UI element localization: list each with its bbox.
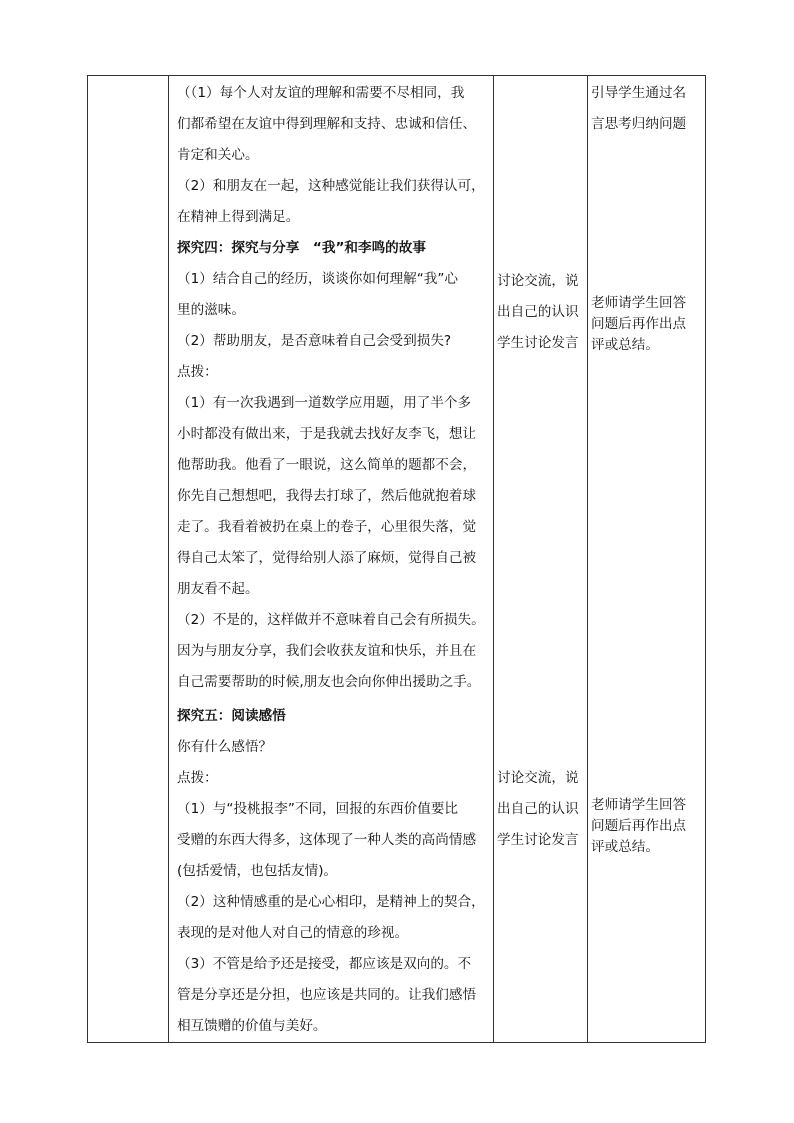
text-line: 相互馈赠的价值与美好。 — [177, 1018, 327, 1034]
text-line: 肯定和关心。 — [177, 147, 259, 163]
text-line: （1）与“投桃报李”不同，回报的东西价值要比 — [177, 801, 459, 817]
design-intent-text: 言思考归纳问题 — [591, 116, 687, 132]
text-line: 得自己太笨了，觉得给别人添了麻烦，觉得自己被 — [177, 550, 477, 566]
text-line: 你先自己想想吧，我得去打球了，然后他就抱着球 — [177, 488, 477, 504]
student-activity-text: 出自己的认识 — [497, 801, 579, 817]
student-activity-text: 学生讨论发言 — [497, 832, 579, 848]
text-line: 自己需要帮助的时候,朋友也会向你伸出援助之手。 — [177, 674, 481, 690]
text-line: 表现的是对他人对自己的情意的珍视。 — [177, 925, 409, 941]
design-intent-text: 评或总结。 — [591, 337, 659, 353]
text-line: 你有什么感悟？ — [177, 739, 273, 755]
text-line: 点拨： — [177, 364, 218, 380]
design-intent-text: 问题后再作出点 — [591, 316, 687, 332]
lesson-table — [87, 75, 706, 1043]
text-line: 因为与朋友分享，我们会收获友谊和快乐，并且在 — [177, 643, 477, 659]
text-line: 在精神上得到满足。 — [177, 209, 300, 225]
student-activity-text: 讨论交流，说 — [497, 273, 579, 289]
design-intent-text: 问题后再作出点 — [591, 818, 687, 834]
text-line: 受赠的东西大得多，这体现了一种人类的高尚情感 — [177, 832, 477, 848]
text-line: （2）不是的，这样做并不意味着自己会有所损失。 — [177, 612, 485, 628]
text-line: （1）结合自己的经历，谈谈你如何理解“我”心 — [177, 271, 459, 287]
text-line: 走了。我看着被扔在桌上的卷子，心里很失落，觉 — [177, 519, 477, 535]
text-line: （1）有一次我遇到一道数学应用题，用了半个多 — [177, 395, 472, 411]
column-divider — [493, 76, 494, 1042]
text-line: 朋友看不起。 — [177, 581, 259, 597]
student-activity-text: 讨论交流，说 — [497, 770, 579, 786]
text-line: 点拨： — [177, 770, 218, 786]
text-line: （3）不管是给予还是接受，都应该是双向的。不 — [177, 956, 472, 972]
text-line: 里的滋味。 — [177, 302, 245, 318]
section-heading-5: 探究五：阅读感悟 — [177, 708, 286, 724]
design-intent-text: 评或总结。 — [591, 839, 659, 855]
text-line: 他帮助我。他看了一眼说，这么简单的题都不会， — [177, 457, 477, 473]
column-divider — [587, 76, 588, 1042]
design-intent-text: 引导学生通过名 — [591, 85, 687, 101]
text-line: (包括爱情，也包括友情)。 — [177, 863, 338, 879]
text-line: （2）和朋友在一起，这种感觉能让我们获得认可， — [177, 178, 485, 194]
design-intent-text: 老师请学生回答 — [591, 295, 687, 311]
text-line: 管是分享还是分担，也应该是共同的。让我们感悟 — [177, 987, 477, 1003]
text-line: （（1）每个人对友谊的理解和需要不尽相同，我 — [177, 85, 465, 101]
design-intent-text: 老师请学生回答 — [591, 797, 687, 813]
text-line: 小时都没有做出来，于是我就去找好友李飞，想让 — [177, 426, 477, 442]
section-heading-4: 探究四：探究与分享 “我”和李鸣的故事 — [177, 240, 426, 256]
text-line: （2）帮助朋友，是否意味着自己会受到损失? — [177, 333, 452, 349]
student-activity-text: 出自己的认识 — [497, 304, 579, 320]
text-line: 们都希望在友谊中得到理解和支持、忠诚和信任、 — [177, 116, 477, 132]
student-activity-text: 学生讨论发言 — [497, 335, 579, 351]
text-line: （2）这种情感重的是心心相印，是精神上的契合， — [177, 894, 485, 910]
column-divider — [168, 76, 169, 1042]
